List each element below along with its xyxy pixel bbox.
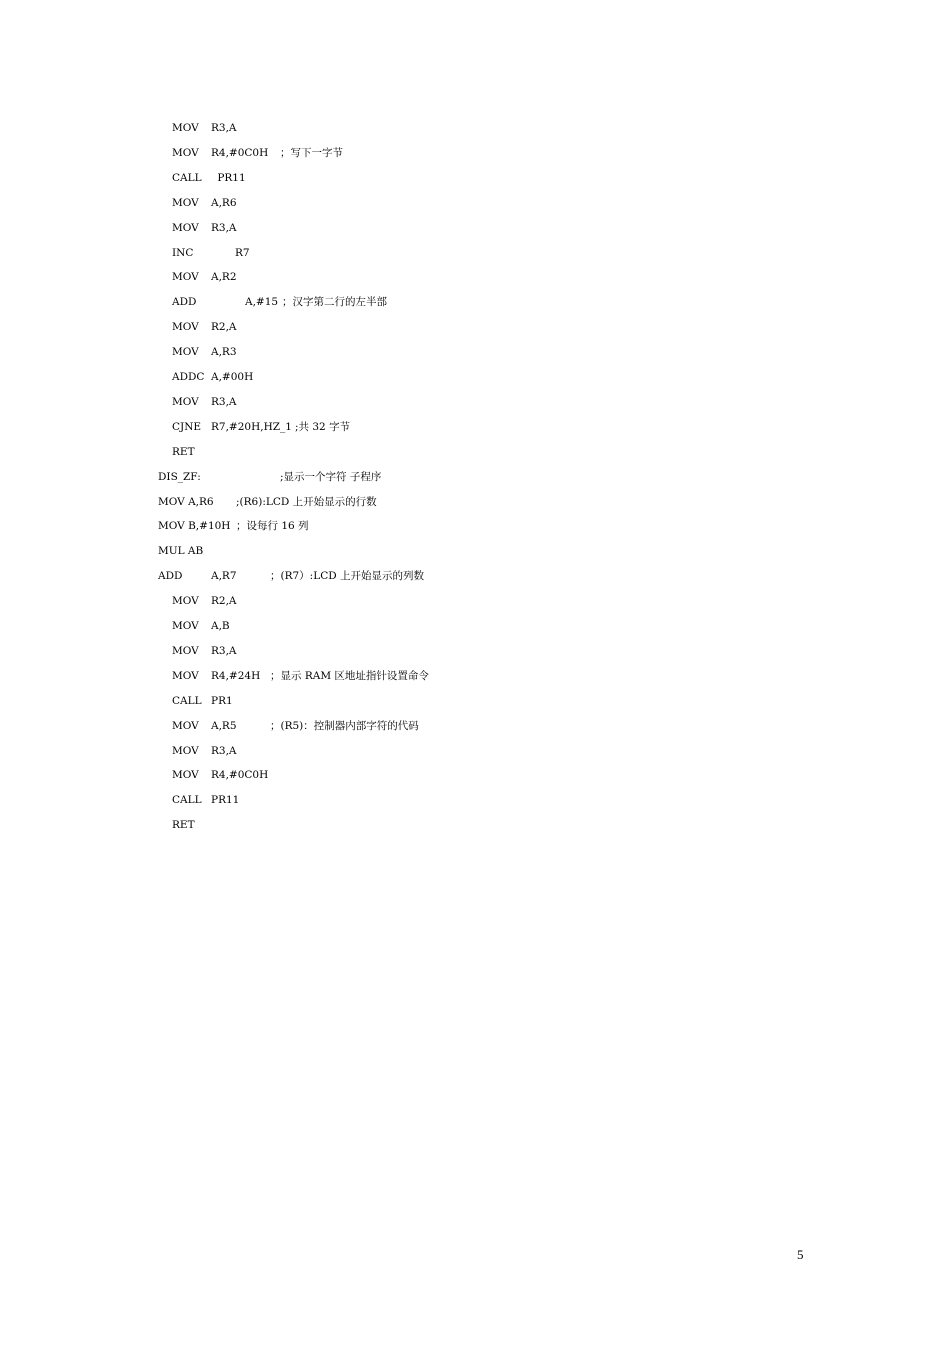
code-opcode: ADD — [172, 296, 197, 309]
code-line — [0, 168, 950, 188]
code-operands: A,B — [211, 620, 230, 632]
code-line — [0, 516, 950, 536]
code-opcode: MUL AB — [158, 545, 204, 558]
code-comment: ；设每行 16 列 — [236, 520, 309, 533]
code-operands: R4,#0C0H — [211, 769, 269, 782]
code-opcode: MOV — [172, 321, 199, 334]
code-operands: R7,#20H,HZ_1 — [211, 420, 292, 433]
code-opcode: MOV — [172, 146, 199, 159]
code-comment: ；写下一字节 — [280, 146, 343, 159]
code-opcode: RET — [172, 819, 195, 832]
code-operands: R3,A — [211, 122, 237, 134]
code-line — [0, 193, 950, 213]
code-operands: R2,A — [211, 595, 237, 608]
code-operands: A,#00H — [211, 371, 254, 383]
code-line — [0, 790, 950, 810]
code-opcode: MOV — [172, 744, 199, 757]
code-opcode: MOV — [172, 271, 199, 284]
code-comment: ;显示一个字符 子程序 — [280, 470, 382, 483]
code-line — [0, 541, 950, 561]
code-opcode: MOV — [172, 620, 199, 632]
code-operands: R4,#0C0H — [211, 146, 269, 159]
code-comment: ;(R6):LCD 上开始显示的行数 — [236, 495, 377, 508]
code-opcode: CALL — [172, 794, 202, 807]
code-opcode: MOV — [172, 122, 199, 134]
code-opcode: MOV — [172, 196, 199, 209]
code-operands: A,R2 — [211, 271, 237, 284]
code-line — [0, 666, 950, 686]
code-opcode: MOV — [172, 346, 199, 359]
code-comment: ；(R7）:LCD 上开始显示的列数 — [270, 570, 424, 583]
code-operands: A,R5 — [211, 719, 237, 732]
code-opcode: MOV — [172, 644, 199, 657]
code-line — [0, 765, 950, 785]
code-line — [0, 118, 950, 138]
code-operands: R2,A — [211, 321, 237, 334]
code-operands: A,R6 — [211, 196, 237, 209]
code-line — [0, 641, 950, 661]
code-opcode: CJNE — [172, 420, 202, 433]
code-opcode: DIS_ZF: — [158, 470, 201, 483]
code-comment: ；汉字第二行的左半部 — [282, 296, 387, 309]
page-number: 5 — [797, 1247, 804, 1262]
code-line — [0, 566, 950, 586]
code-line — [0, 342, 950, 362]
code-operands: R3,A — [211, 744, 237, 757]
code-line — [0, 691, 950, 711]
code-operands: PR1 — [211, 694, 233, 707]
code-operands: R3,A — [211, 644, 237, 657]
code-opcode: MOV — [172, 769, 199, 782]
code-line — [0, 267, 950, 287]
code-opcode: MOV — [172, 595, 199, 608]
code-operands: R3,A — [211, 395, 237, 408]
code-line — [0, 442, 950, 462]
code-operands: A,R3 — [211, 346, 237, 359]
code-opcode: MOV A,R6 — [158, 495, 214, 508]
code-line — [0, 815, 950, 835]
code-opcode: RET — [172, 445, 195, 458]
code-opcode: MOV — [172, 719, 199, 732]
code-opcode: MOV B,#10H — [158, 520, 231, 533]
code-opcode: CALL — [172, 171, 202, 184]
code-line — [0, 467, 950, 487]
code-line — [0, 417, 950, 437]
code-opcode: MOV — [172, 395, 199, 408]
code-line — [0, 292, 950, 312]
code-operands: A,R7 — [211, 570, 237, 583]
code-comment: ；显示 RAM 区地址指针设置命令 — [270, 669, 429, 682]
code-line — [0, 492, 950, 512]
code-line — [0, 317, 950, 337]
code-opcode: MOV — [172, 669, 199, 682]
code-line — [0, 143, 950, 163]
code-opcode: MOV — [172, 221, 199, 234]
code-line — [0, 367, 950, 387]
code-line — [0, 616, 950, 636]
code-opcode: CALL — [172, 694, 202, 707]
code-line — [0, 392, 950, 412]
code-opcode: ADDC — [172, 371, 205, 383]
code-line — [0, 716, 950, 736]
code-line — [0, 243, 950, 263]
code-operands: R4,#24H — [211, 669, 261, 682]
code-operands: R7 — [235, 246, 250, 259]
code-operands: A,#15 — [245, 296, 279, 309]
code-comment: ;共 32 字节 — [295, 420, 351, 433]
code-comment: ；(R5)：控制器内部字符的代码 — [270, 719, 419, 732]
code-operands: R3,A — [211, 221, 237, 234]
code-line — [0, 591, 950, 611]
code-operands: PR11 — [214, 171, 246, 184]
code-opcode: ADD — [158, 570, 183, 583]
code-line — [0, 741, 950, 761]
code-opcode: INC — [172, 246, 194, 259]
code-line — [0, 218, 950, 238]
code-operands: PR11 — [211, 794, 240, 807]
